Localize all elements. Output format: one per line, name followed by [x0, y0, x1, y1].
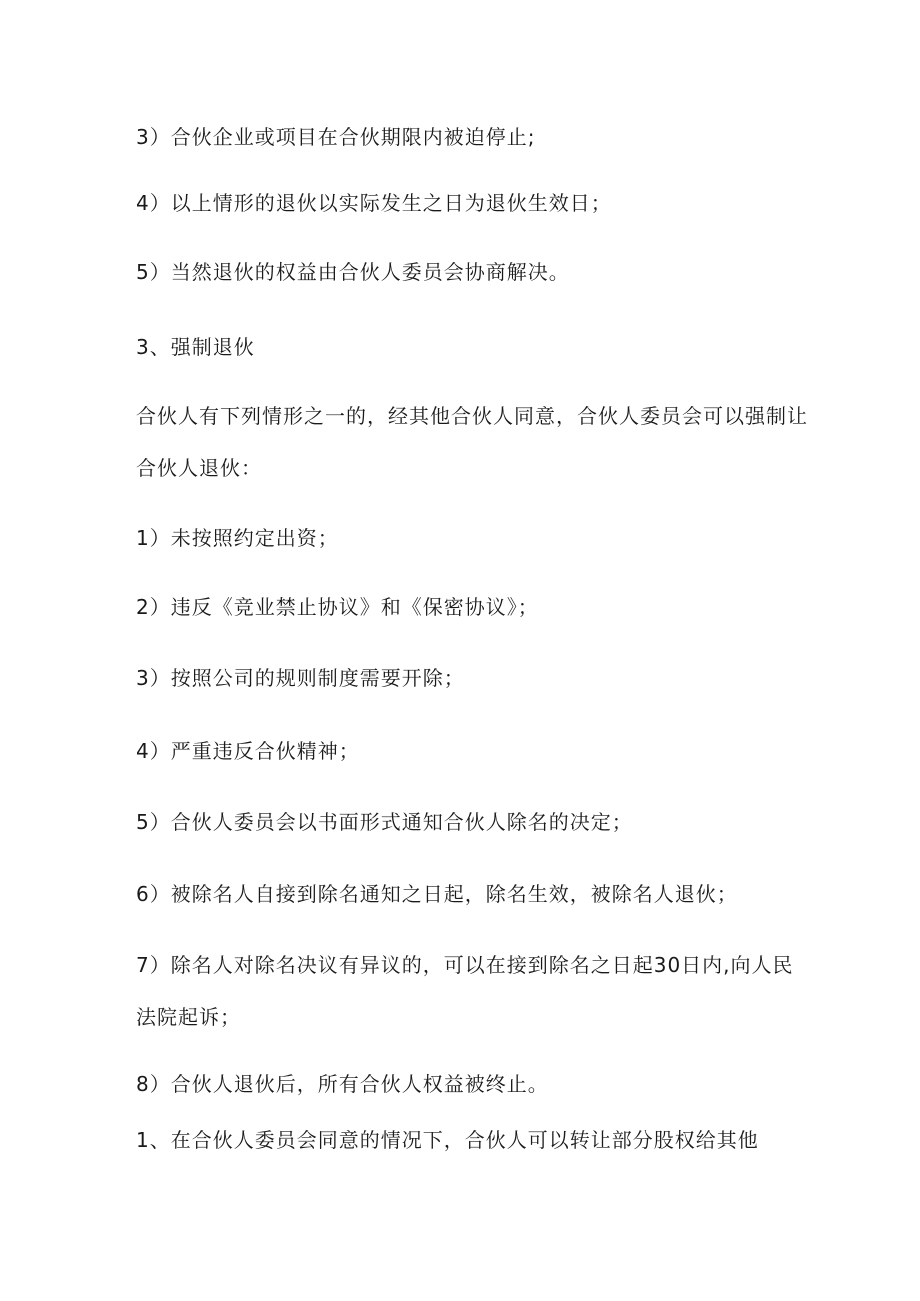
section-1-transfer: 1、在合伙人委员会同意的情况下，合伙人可以转让部分股权给其他 [136, 1128, 759, 1152]
paragraph-intro-line-1: 合伙人有下列情形之一的，经其他合伙人同意，合伙人委员会可以强制让 [136, 404, 808, 428]
list-item-2: 2）违反《竞业禁止协议》和《保密协议》； [136, 595, 539, 619]
section-heading-forced-exit: 3、强制退伙 [136, 335, 255, 359]
list-item-3: 3）按照公司的规则制度需要开除； [136, 666, 465, 690]
list-item-6: 6）被除名人自接到除名通知之日起，除名生效，被除名人退伙； [136, 882, 738, 906]
clause-5-rights-negotiation: 5）当然退伙的权益由合伙人委员会协商解决。 [136, 260, 570, 284]
list-item-8: 8）合伙人退伙后，所有合伙人权益被终止。 [136, 1072, 549, 1096]
list-item-1: 1）未按照约定出资； [136, 526, 339, 550]
list-item-4: 4）严重违反合伙精神； [136, 739, 360, 763]
list-item-7-line-2: 法院起诉； [136, 1005, 241, 1029]
clause-3-forced-stop: 3）合伙企业或项目在合伙期限内被迫停止; [136, 125, 536, 149]
list-item-7-line-1: 7）除名人对除名决议有异议的，可以在接到除名之日起30日内,向人民 [136, 953, 794, 977]
list-item-5: 5）合伙人委员会以书面形式通知合伙人除名的决定； [136, 810, 633, 834]
clause-4-effective-date: 4）以上情形的退伙以实际发生之日为退伙生效日； [136, 191, 612, 215]
paragraph-intro-line-2: 合伙人退伙： [136, 456, 262, 480]
